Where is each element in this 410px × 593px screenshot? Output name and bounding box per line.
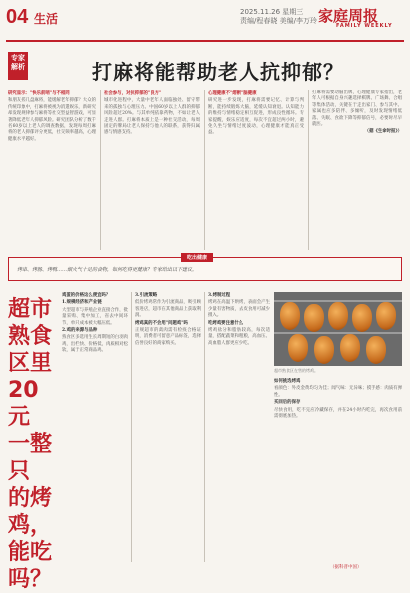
roast-chicken <box>328 302 348 330</box>
lower-column-2 <box>135 292 201 562</box>
lower-col-1-heading-1: 1.规模经济和产业链 <box>62 300 102 306</box>
column-divider <box>308 90 309 250</box>
lower-col-4-body-1: 看颜色：外皮金黄均匀为佳；闻气味：无异味；摸手感：肉质有弹性。 <box>274 386 402 398</box>
column-divider <box>204 90 205 250</box>
column-3-body: 研究进一步发现，打麻将需要记忆、计算与判断，能持续锻炼大脑，延缓认知衰退。认知能力的维持与情绪稳定相互促进，形成良性循环。专家提醒，娱乐应适度，每次不宜超过两小时，避免久坐与情绪过度波动，心理健康才能真正受益。 <box>208 98 304 136</box>
lower-column-4 <box>274 378 402 562</box>
lower-col-4-heading-2: 买回后的保存 <box>274 400 301 406</box>
lower-col-3-body-2: 烤鸡盐分和脂肪较高，每次适量，搭配蔬菜和粗粮，高血压、高血脂人群更应少吃。 <box>208 328 270 346</box>
brand-subtitle: FAMILY WEEKLY <box>336 23 393 29</box>
vertical-title <box>8 296 56 593</box>
column-2-body: 城市化进程中，大量中老年人面临独处、留守带来的孤独与心理压力。中国60岁以上人群的抑郁风险超过20%。与其单纯依靠药物，不如让老人走进人群。打麻将本质上是一种社交活动，每周固定的牌局让老人保持与他人的联系，获得归属感与情感支持。 <box>104 98 200 136</box>
roast-chicken-photo <box>274 292 402 366</box>
column-3-lead: 心理健康不"熔断"脑健康 <box>208 91 257 96</box>
brand-title: 家庭周报 <box>318 7 379 25</box>
banner-text: 烤串、烤肠、烤鸭……烟火气十足的食物，如何吃得更健康？专家给出以下建议。 <box>17 267 198 273</box>
lower-col-3-heading-1: 3.烤制过程 <box>208 293 231 298</box>
roast-chicken <box>340 334 360 362</box>
lower-col-3-body-1: 烤鸡在高温下烘烤，表面会产生少量有害物质，去皮食用可减少摄入。 <box>208 300 270 319</box>
source-footer: （据科普中国） <box>330 565 362 570</box>
article-column-3 <box>208 90 304 250</box>
photo-caption: 超市熟食区在售的烤鸡。 <box>274 368 318 373</box>
lead-banner <box>8 257 402 281</box>
lower-col-2-heading-1: 3.引流策略 <box>135 293 158 298</box>
lower-col-1-heading-2: 2.鸡的来源与品种 <box>62 328 98 334</box>
lower-column-1 <box>62 292 128 562</box>
lower-col-1-body-1: 大型超市与养殖企业直接合作，批量采购、集中加工，省去中间环节，单只成本被大幅压低。 <box>62 307 128 326</box>
section-name: 生活 <box>34 12 59 26</box>
lower-col-2-body-1: 低价烤鸡常作为引流商品，吸引顾客进店，超市在其他商品上获取利润。 <box>135 300 201 319</box>
roast-chicken <box>304 304 324 332</box>
article-column-1 <box>8 90 96 250</box>
lower-col-2-body-2: 正规超市的禽肉需有检疫合格证明，消费者可留意产品标签，选择信誉良好的商家购买。 <box>135 328 201 346</box>
column-divider <box>131 292 132 562</box>
roast-chicken <box>376 302 396 330</box>
column-1-lead: 研究显示："快乐前哨"与不相同 <box>8 91 70 96</box>
roast-chicken <box>280 302 300 330</box>
column-divider <box>204 292 205 562</box>
section-number: 04 <box>6 6 29 28</box>
lower-col-2-heading-2: 烤鸡真的不会用"问题鸡"吗 <box>135 320 188 326</box>
vertical-title-line: 鸡， <box>8 513 53 538</box>
main-headline: 打麻将能帮助老人抗抑郁？ <box>92 60 344 84</box>
date-line: 2025.11.26 星期三 <box>240 8 304 16</box>
column-4-body: 打麻将需要动脑出牌，心理健康专家指出，老年人可根据自身兴趣选择棋牌、广场舞、合唱等集体活动，关键在于走出家门、参与其中。家属也应多陪伴、多倾听，及时发现情绪低落、失眠、食欲下降等抑郁信号，必要时尽早就医。 <box>312 90 402 128</box>
masthead-rule <box>6 40 404 42</box>
vertical-title-line: 一整只 <box>8 432 53 484</box>
article-column-4 <box>312 90 402 250</box>
lower-column-3 <box>208 292 270 562</box>
expert-badge: 专家解析 <box>8 52 28 80</box>
vertical-title-line: 吗？ <box>8 567 53 592</box>
lower-col-4-body-2: 尽快食用，吃不完应冷藏保存，并在24小时内吃完，再次食用前需彻底加热。 <box>274 407 402 420</box>
column-2-lead: 社会参与，对抗抑郁的"良方" <box>104 91 162 96</box>
lower-col-3-heading-2: 吃烤鸡要注意什么 <box>208 320 244 326</box>
article-column-2 <box>104 90 200 250</box>
date-block <box>240 8 317 26</box>
roast-chicken <box>366 336 386 364</box>
vertical-title-line: 的烤 <box>8 486 53 511</box>
banner-tag: 吃出健康 <box>181 253 213 262</box>
vertical-title-line: 区里 <box>8 351 53 376</box>
column-1-body: 和朋友搓几盘麻将，能缓解老年抑郁？大众的传统印象中，打麻将被视为消遣娱乐，新研究却发现规律参与麻将等社交型益智游戏，可显著降低老年人抑郁风险。研究团队分析了数千名60岁以上老人的调查数据，发现每周打麻将的老人抑郁评分更低，社交频率越高，心理健康水平越好。 <box>8 98 96 142</box>
vertical-title-line: 20元 <box>8 378 39 430</box>
vertical-title-line: 熟食 <box>8 324 53 349</box>
column-4-signature: （据《生命时报》） <box>364 129 402 135</box>
masthead <box>0 0 410 44</box>
lower-col-4-heading-1: 如何挑选烤鸡 <box>274 379 301 384</box>
vertical-title-line: 能吃 <box>8 540 53 565</box>
column-divider <box>100 90 101 250</box>
vertical-title-line: 超市 <box>8 297 53 322</box>
lower-col-1-body-2: 熟食区多选用生长周期短的白羽肉鸡，出栏快、价格低，肉质相对松软，属于正常商品鸡。 <box>62 335 128 354</box>
roast-chicken <box>314 336 334 364</box>
roast-chicken <box>352 304 372 332</box>
editor-line: 责编/程春晓 美编/李万玲 <box>240 17 317 25</box>
roast-chicken <box>288 334 308 362</box>
lower-col-1-lead: 鸡蛋的价格这么便宜吗？ <box>62 293 111 298</box>
